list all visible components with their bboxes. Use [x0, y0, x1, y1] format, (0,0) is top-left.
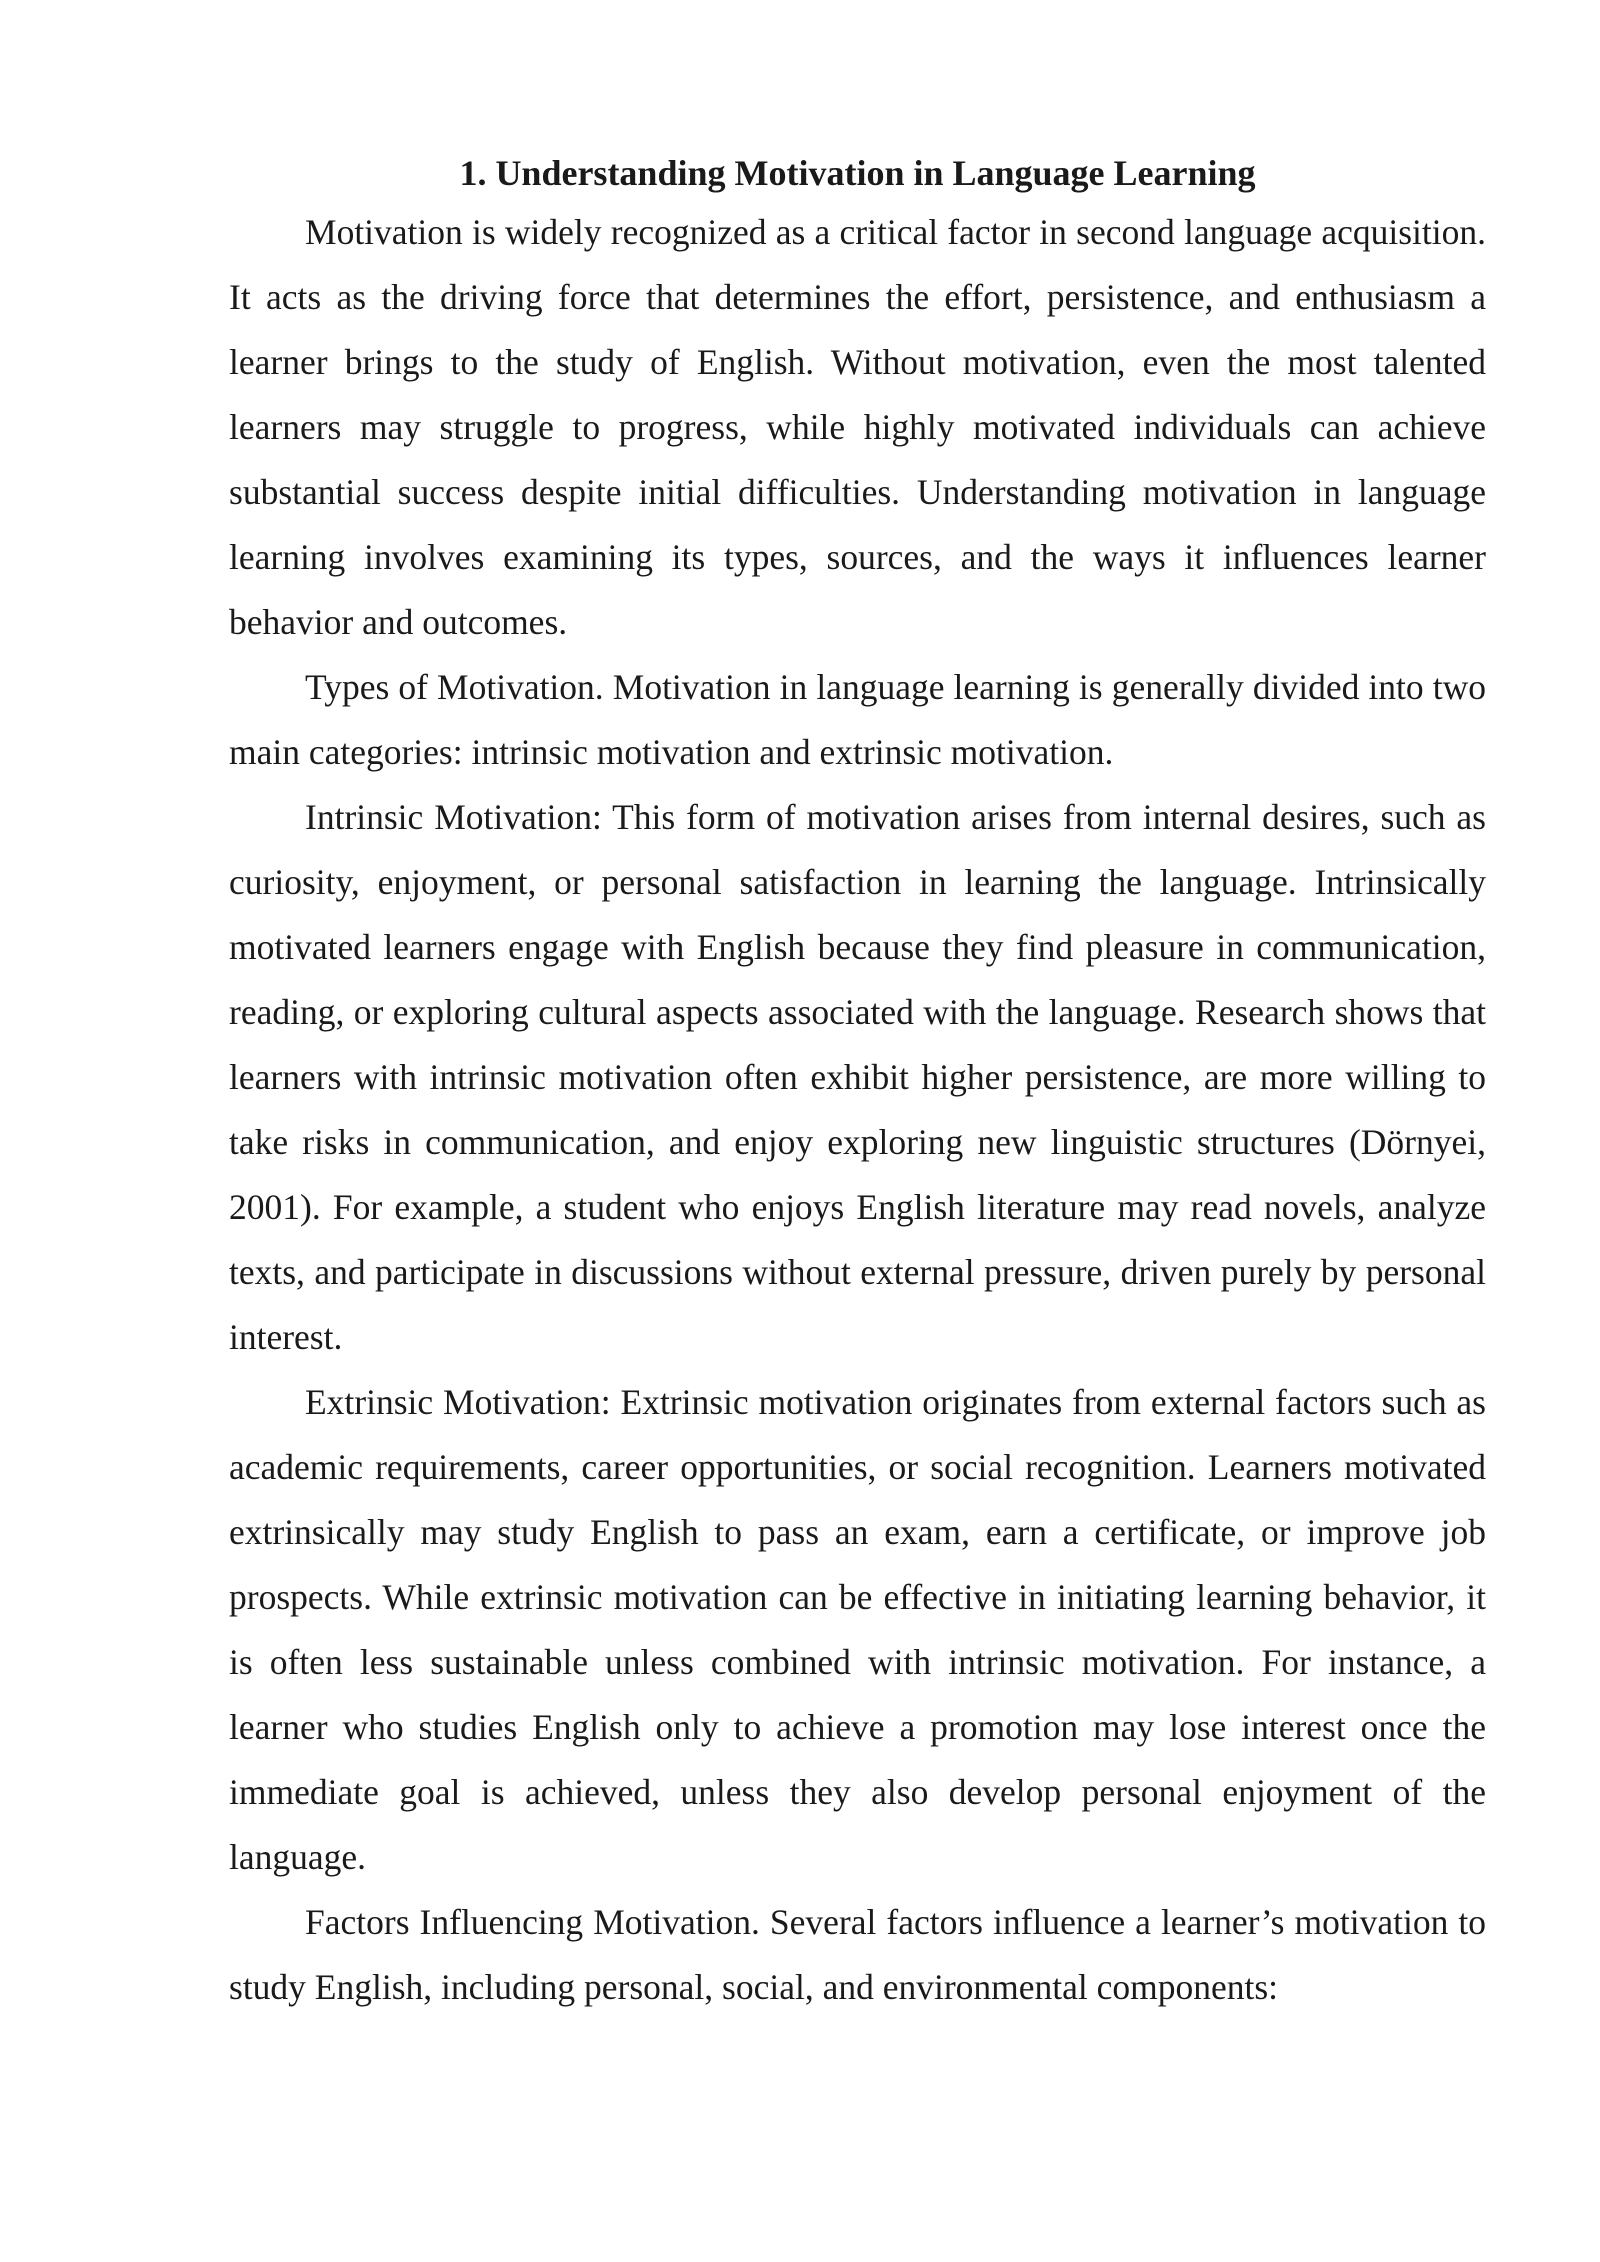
section-heading: 1. Understanding Motivation in Language Learning: [459, 153, 1256, 193]
paragraph-intrinsic-motivation: Intrinsic Motivation: This form of motivation arises from internal desires, such as curiosity, enjoyment, or personal satisfaction in learning the language. Intrinsically motivated learners engage with English because they find pleasure in communication, reading, or exploring cultural aspects associated with the language. Research shows that learners with intrinsic motivation often exhibit higher persistence, are more willing to take risks in communication, and enjoy exploring new linguistic structures (Dörnyei, 2001). For example, a student who enjoys English literature may read novels, analyze texts, and participate in discussions without external pressure, driven purely by personal interest.: [229, 797, 1486, 1357]
document-page: [229, 150, 1486, 2020]
paragraph-factors-influencing-motivation: Factors Influencing Motivation. Several factors influence a learner’s motivation to study English, including personal, social, and environmental components:: [229, 1902, 1486, 2007]
paragraph-types-of-motivation: Types of Motivation. Motivation in language learning is generally divided into two main categories: intrinsic motivation and extrinsic motivation.: [229, 667, 1486, 772]
paragraph-extrinsic-motivation: Extrinsic Motivation: Extrinsic motivation originates from external factors such as academic requirements, career opportunities, or social recognition. Learners motivated extrinsically may study English to pass an exam, earn a certificate, or improve job prospects. While extrinsic motivation can be effective in initiating learning behavior, it is often less sustainable unless combined with intrinsic motivation. For instance, a learner who studies English only to achieve a promotion may lose interest once the immediate goal is achieved, unless they also develop personal enjoyment of the language.: [229, 1382, 1486, 1877]
paragraph-intro: Motivation is widely recognized as a critical factor in second language acquisition. It acts as the driving force that determines the effort, persistence, and enthusiasm a learner brings to the study of English. Without motivation, even the most talented learners may struggle to progress, while highly motivated individuals can achieve substantial success despite initial difficulties. Understanding motivation in language learning involves examining its types, sources, and the ways it influences learner behavior and outcomes.: [229, 212, 1486, 642]
